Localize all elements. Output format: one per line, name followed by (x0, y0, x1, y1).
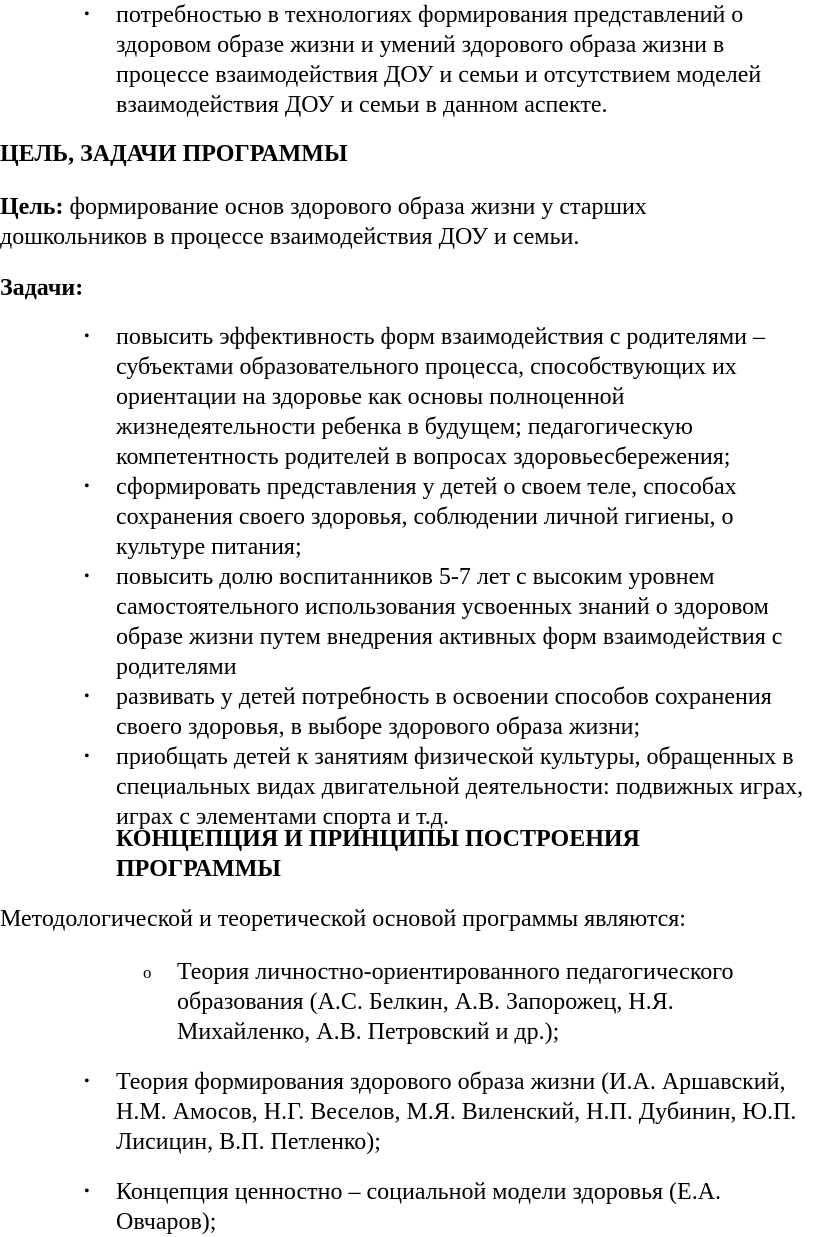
bullet-marker: • (84, 1183, 90, 1200)
task-text: приобщать детей к занятиям физической культуры, обращенных в специальных видах двигательной деятельности: подвижных играх, играх с элементами спорта и т.д. (116, 744, 804, 830)
task-text: развивать у детей потребность в освоении способов сохранения своего здоровья, в выборе здорового образа жизни; (116, 684, 772, 740)
bullet-marker: • (84, 688, 90, 705)
bullet-marker: • (84, 1073, 90, 1090)
tasks-label: Задачи: (0, 275, 84, 301)
bullet-marker: • (84, 328, 90, 345)
theory-bullet-list-2 (0, 1177, 816, 1237)
task-text: повысить эффективность форм взаимодействия с родителями – субъектами образовательного процесса, способствующих их ориентации на здоровье как основы полноценной жизнедеятельности ребенка в будущем; педагогическую компетентность родителей в вопросах здоровьесбережения; (116, 324, 765, 470)
goal-paragraph (0, 192, 740, 252)
list-item (0, 1067, 816, 1157)
tasks-list (0, 322, 816, 832)
theory-bullet-list-1 (0, 1067, 816, 1157)
list-item (0, 562, 816, 682)
section-heading-concept: КОНЦЕПЦИЯ И ПРИНЦИПЫ ПОСТРОЕНИЯ ПРОГРАММЫ (116, 826, 640, 882)
goal-label: Цель: (0, 194, 64, 220)
theory-text: Теория личностно-ориентированного педагогического образования (А.С. Белкин, А.В. Запорожец, Н.Я. Михайленко, А.В. Петровский и др.); (177, 959, 734, 1045)
bullet-marker: • (84, 748, 90, 765)
list-item (0, 1177, 816, 1237)
bullet-marker: • (84, 478, 90, 495)
bullet-marker: • (84, 6, 90, 23)
list-item (0, 957, 816, 1047)
intro-bullet-list (0, 0, 816, 120)
list-item (0, 682, 816, 742)
intro-bullet-text: потребностью в технологиях формирования представлений о здоровом образе жизни и умений здорового образа жизни в процессе взаимодействия ДОУ и семьи и отсутствием моделей взаимодействия ДОУ и семьи в данном аспекте. (116, 2, 762, 118)
theory-circle-list (0, 957, 816, 1047)
list-item (0, 322, 816, 472)
section-heading-goals: ЦЕЛЬ, ЗАДАЧИ ПРОГРАММЫ (0, 141, 348, 167)
circle-marker: o (143, 963, 152, 982)
methodology-intro: Методологической и теоретической основой программы являются: (0, 906, 686, 932)
list-item (0, 472, 816, 562)
theory-text: Теория формирования здорового образа жизни (И.А. Аршавский, Н.М. Амосов, Н.Г. Веселов, М.Я. Виленский, Н.П. Дубинин, Ю.П. Лисицин, В.П. Петленко); (116, 1069, 797, 1155)
task-text: повысить долю воспитанников 5-7 лет с высоким уровнем самостоятельного использования усвоенных знаний о здоровом образе жизни путем внедрения активных форм взаимодействия с родителями (116, 564, 783, 680)
list-item (0, 0, 816, 120)
list-item (0, 742, 816, 832)
task-text: сформировать представления у детей о своем теле, способах сохранения своего здоровья, соблюдении личной гигиены, о культуре питания; (116, 474, 737, 560)
theory-text: Концепция ценностно – социальной модели здоровья (Е.А. Овчаров); (116, 1179, 722, 1235)
bullet-marker: • (84, 568, 90, 585)
goal-text: формирование основ здорового образа жизни у старших дошкольников в процессе взаимодействия ДОУ и семьи. (0, 194, 647, 250)
